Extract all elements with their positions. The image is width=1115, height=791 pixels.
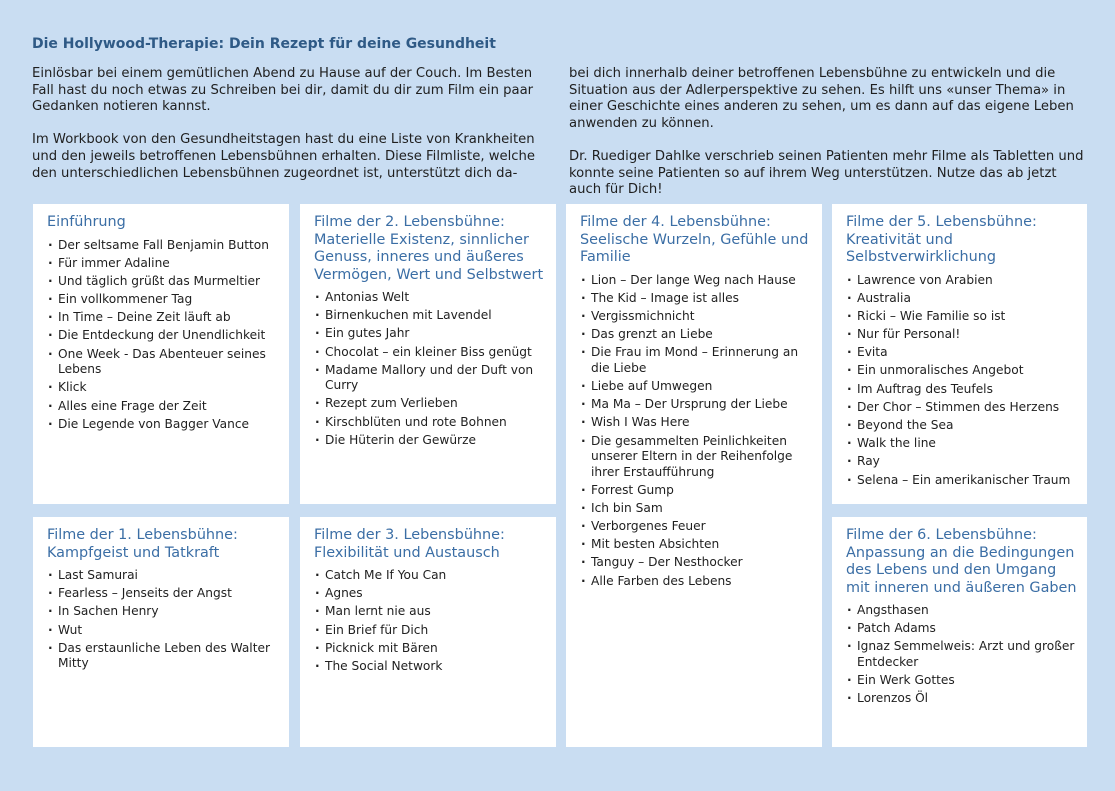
film-item: · Australia xyxy=(846,291,1077,307)
film-item: · Die Entdeckung der Unendlichkeit xyxy=(47,328,279,344)
film-item: · Die Legende von Bagger Vance xyxy=(47,417,279,433)
film-item: · Madame Mallory und der Duft von Curry xyxy=(314,363,546,394)
film-item: · Die gesammelten Peinlichkeiten unserer Eltern in der Reihenfolge ihrer Erstaufführung xyxy=(580,434,812,481)
page-title: Die Hollywood-Therapie: Dein Rezept für deine Gesundheit xyxy=(32,36,496,52)
film-item: · Selena – Ein amerikanischer Traum xyxy=(846,473,1077,489)
film-item: · Ein Brief für Dich xyxy=(314,623,546,639)
film-item: · Lawrence von Arabien xyxy=(846,273,1077,289)
film-item: · One Week - Das Abenteuer seines Lebens xyxy=(47,347,279,378)
film-item: · Wut xyxy=(47,623,279,639)
intro-column-left xyxy=(32,66,557,182)
film-item: · Evita xyxy=(846,345,1077,361)
card-heading: Filme der 3. Lebensbühne: Flexibilität und Austausch xyxy=(314,527,505,561)
film-item: · In Sachen Henry xyxy=(47,604,279,620)
film-item: · Antonias Welt xyxy=(314,290,546,306)
film-list xyxy=(580,273,812,590)
intro-paragraph: Im Workbook von den Gesundheitstagen hast du eine Liste von Krankheiten und den jeweils betroffenen Lebensbühnen erhalten. Diese Filmliste, welche den unterschiedlichen Lebensbühnen zugeordnet ist, unterstützt dich da- xyxy=(32,132,535,181)
film-list xyxy=(47,238,279,433)
film-item: · Ignaz Semmelweis: Arzt und großer Entdecker xyxy=(846,639,1077,670)
film-item: · Angsthasen xyxy=(846,603,1077,619)
film-item: · Agnes xyxy=(314,586,546,602)
film-item: · Alle Farben des Lebens xyxy=(580,574,812,590)
film-item: · Mit besten Absichten xyxy=(580,537,812,553)
film-list xyxy=(846,273,1077,489)
film-item: · Liebe auf Umwegen xyxy=(580,379,812,395)
film-item: · Lorenzos Öl xyxy=(846,691,1077,707)
card-heading: Einführung xyxy=(47,214,126,230)
film-item: · Ray xyxy=(846,454,1077,470)
film-item: · Last Samurai xyxy=(47,568,279,584)
film-item: · In Time – Deine Zeit läuft ab xyxy=(47,310,279,326)
film-item: · Ein unmoralisches Angebot xyxy=(846,363,1077,379)
film-item: · Der Chor – Stimmen des Herzens xyxy=(846,400,1077,416)
film-item: · Rezept zum Verlieben xyxy=(314,396,546,412)
film-item: · Lion – Der lange Weg nach Hause xyxy=(580,273,812,289)
intro-column-right xyxy=(569,66,1089,199)
film-item: · Catch Me If You Can xyxy=(314,568,546,584)
card-heading: Filme der 6. Lebensbühne: Anpassung an die Bedingungen des Lebens und den Umgang mit inneren und äußeren Gaben xyxy=(846,527,1077,596)
film-item: · Ricki – Wie Familie so ist xyxy=(846,309,1077,325)
film-item: · Ma Ma – Der Ursprung der Liebe xyxy=(580,397,812,413)
film-card-stage-1 xyxy=(33,517,289,747)
film-card-stage-6 xyxy=(832,517,1087,747)
film-item: · The Social Network xyxy=(314,659,546,675)
film-item: · Die Frau im Mond – Erinnerung an die Liebe xyxy=(580,345,812,376)
film-item: · Alles eine Frage der Zeit xyxy=(47,399,279,415)
film-card-stage-5 xyxy=(832,204,1087,504)
card-heading: Filme der 2. Lebensbühne: Materielle Existenz, sinnlicher Genuss, inneres und äußeres Vermögen, Wert und Selbstwert xyxy=(314,214,544,283)
film-item: · Ich bin Sam xyxy=(580,501,812,517)
film-item: · Klick xyxy=(47,380,279,396)
card-heading: Filme der 4. Lebensbühne: Seelische Wurzeln, Gefühle und Familie xyxy=(580,214,809,265)
film-item: · Walk the line xyxy=(846,436,1077,452)
film-item: · Picknick mit Bären xyxy=(314,641,546,657)
film-item: · Vergissmichnicht xyxy=(580,309,812,325)
intro-paragraph: Dr. Ruediger Dahlke verschrieb seinen Patienten mehr Filme als Tabletten und konnte seine Patienten so auf ihrem Weg unterstützen. Nutze das ab jetzt auch für Dich! xyxy=(569,148,1084,198)
film-item: · Tanguy – Der Nesthocker xyxy=(580,555,812,571)
intro-paragraph: bei dich innerhalb deiner betroffenen Lebensbühne zu entwickeln und die Situation aus der Adlerperspektive zu sehen. Es hilft uns «unser Thema» in einer Geschichte eines anderen zu sehen, um es dann auf das eigene Leben anwenden zu können. xyxy=(569,66,1074,131)
card-heading: Filme der 1. Lebensbühne: Kampfgeist und Tatkraft xyxy=(47,527,238,561)
film-item: · Birnenkuchen mit Lavendel xyxy=(314,308,546,324)
film-list xyxy=(846,603,1077,707)
film-card-stage-4 xyxy=(566,204,822,747)
film-item: · Ein vollkommener Tag xyxy=(47,292,279,308)
film-item: · Verborgenes Feuer xyxy=(580,519,812,535)
film-item: · Chocolat – ein kleiner Biss genügt xyxy=(314,345,546,361)
film-card-introduction xyxy=(33,204,289,504)
film-card-stage-3 xyxy=(300,517,556,747)
film-item: · Nur für Personal! xyxy=(846,327,1077,343)
film-item: · The Kid – Image ist alles xyxy=(580,291,812,307)
film-item: · Im Auftrag des Teufels xyxy=(846,382,1077,398)
film-item: · Die Hüterin der Gewürze xyxy=(314,433,546,449)
film-item: · Und täglich grüßt das Murmeltier xyxy=(47,274,279,290)
film-item: · Beyond the Sea xyxy=(846,418,1077,434)
film-item: · Wish I Was Here xyxy=(580,415,812,431)
film-item: · Fearless – Jenseits der Angst xyxy=(47,586,279,602)
film-item: · Forrest Gump xyxy=(580,483,812,499)
film-item: · Das grenzt an Liebe xyxy=(580,327,812,343)
film-item: · Kirschblüten und rote Bohnen xyxy=(314,415,546,431)
intro-paragraph: Einlösbar bei einem gemütlichen Abend zu Hause auf der Couch. Im Besten Fall hast du noch etwas zu Schreiben bei dir, damit du dir zum Film ein paar Gedanken notieren kannst. xyxy=(32,66,534,115)
film-item: · Für immer Adaline xyxy=(47,256,279,272)
film-list xyxy=(314,290,546,448)
film-item: · Ein Werk Gottes xyxy=(846,673,1077,689)
film-item: · Der seltsame Fall Benjamin Button xyxy=(47,238,279,254)
film-item: · Ein gutes Jahr xyxy=(314,326,546,342)
film-item: · Patch Adams xyxy=(846,621,1077,637)
film-list xyxy=(47,568,279,672)
film-card-stage-2 xyxy=(300,204,556,504)
film-list xyxy=(314,568,546,674)
film-item: · Man lernt nie aus xyxy=(314,604,546,620)
film-item: · Das erstaunliche Leben des Walter Mitty xyxy=(47,641,279,672)
card-heading: Filme der 5. Lebensbühne: Kreativität und Selbstverwirklichung xyxy=(846,214,1037,265)
